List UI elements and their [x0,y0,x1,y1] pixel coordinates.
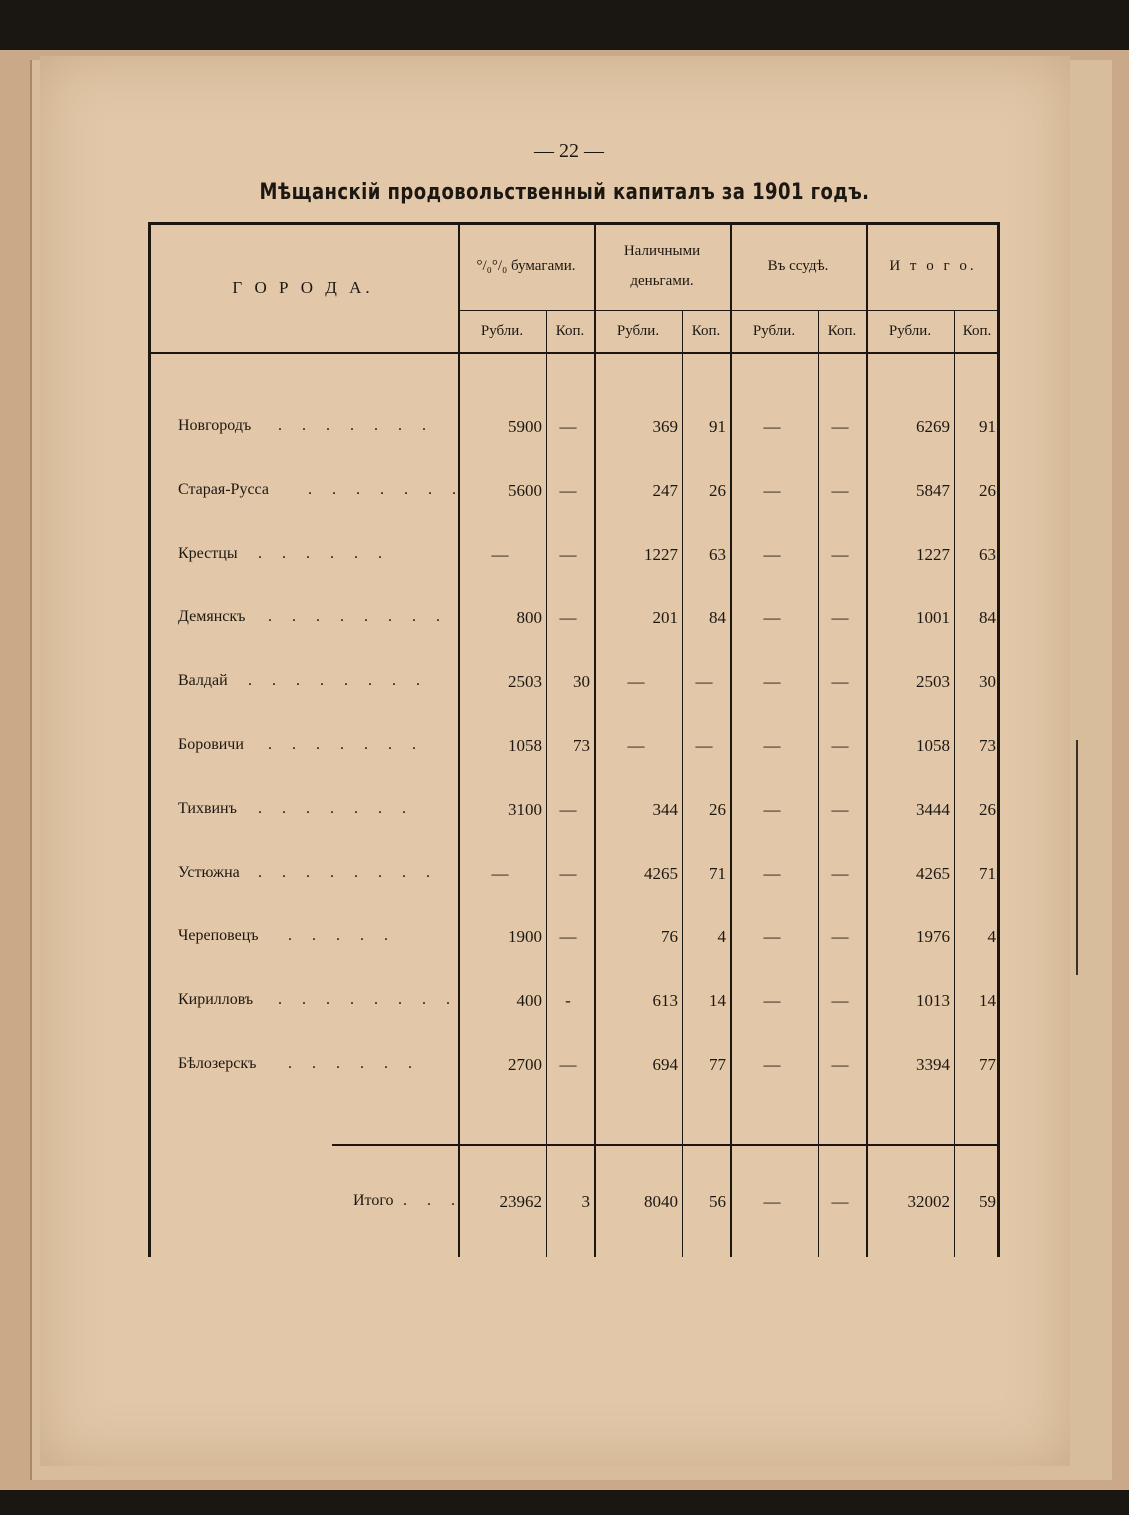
header-papers-rub: Рубли. [480,323,524,339]
row-cell-l_k: — [831,672,849,692]
row-cell-c_r: 4265 [644,863,678,883]
row-cell-c_k: — [695,736,713,755]
row-cell-c_r: 694 [652,1055,678,1074]
row-cell-p_k: — [559,1055,577,1074]
total-label: Итого [353,1192,394,1209]
row-cell-l_r: — [763,608,781,628]
total-cell-c_k: 56 [709,1192,726,1211]
row-cell-c_k: 26 [709,480,726,500]
row-cell-t_k: 84 [979,608,996,628]
row-cell-l_r: — [763,991,781,1011]
leader-dots: . . . . . . . [278,417,434,434]
leader-dots: . . . . . . [288,1055,420,1072]
row-cell-p_k: 30 [573,672,590,692]
row-cell-t_r: 2503 [916,672,950,692]
column-rule-7 [954,310,955,1257]
row-cell-t_r: 1013 [916,991,950,1011]
row-cell-l_r: — [763,927,781,947]
row-cell-p_r: 400 [516,991,542,1011]
city-name: Череповецъ [178,927,259,945]
header-loan: Въ ссудѣ. [767,258,829,274]
total-cell-l_k: — [831,1192,849,1211]
row-cell-p_k: — [559,544,577,564]
row-cell-p_r: 2503 [508,672,542,692]
header-total-rub: Рубли. [888,323,932,339]
row-cell-l_k: — [831,544,849,564]
row-cell-p_k: — [559,863,577,883]
page-title: Мѣщанскій продовольственный капиталъ за 1901 годъ. [259,180,870,205]
row-cell-c_k: 26 [709,799,726,819]
city-name: Боровичи [178,736,244,753]
row-cell-t_r: 4265 [916,863,950,883]
row-cell-p_r: 2700 [508,1055,542,1074]
row-cell-c_k: 84 [709,608,726,628]
row-cell-p_k: — [559,608,577,628]
row-cell-c_k: 4 [717,927,726,947]
row-cell-l_r: — [763,799,781,819]
row-cell-c_r: 1227 [644,544,678,564]
row-cell-l_r: — [763,1055,781,1074]
row-cell-l_k: — [831,799,849,819]
row-cell-l_r: — [763,417,781,436]
row-cell-t_k: 73 [979,736,996,755]
row-cell-p_r: — [491,863,509,883]
row-cell-p_r: 1900 [508,927,542,947]
table-left-rule [148,222,151,1257]
city-name: Кирилловъ [178,991,254,1009]
row-cell-p_r: 5600 [508,480,542,500]
column-rule-5 [818,310,819,1257]
leader-dots: . . . [403,1192,463,1209]
row-cell-c_r: 201 [652,608,678,628]
row-cell-p_k: — [559,799,577,819]
row-cell-c_k: 63 [709,544,726,564]
row-cell-p_r: — [491,544,509,564]
capital-table [148,222,1000,1257]
row-cell-t_k: 71 [979,863,996,883]
row-cell-l_k: — [831,863,849,883]
row-cell-p_k: — [559,927,577,947]
page-number: — 22 — [534,140,604,162]
row-cell-p_k: — [559,480,577,500]
city-name: Крестцы [178,544,238,562]
row-cell-l_k: — [831,417,849,436]
row-cell-t_r: 6269 [916,417,950,436]
total-cell-p_r: 23962 [499,1192,542,1211]
leader-dots: . . . . . . . . [268,608,448,626]
row-cell-c_k: — [695,672,713,692]
leader-dots: . . . . . . . . [248,672,428,690]
row-cell-c_r: 76 [661,927,678,947]
row-cell-c_r: — [627,672,645,692]
row-cell-l_k: — [831,927,849,947]
row-cell-c_k: 71 [709,863,726,883]
column-rule-1 [546,310,547,1257]
row-cell-t_r: 3444 [916,799,950,819]
leader-dots: . . . . . . . [308,480,464,498]
total-rule [332,1144,1000,1146]
header-total: И т о г о. [889,258,977,274]
header-papers-kop: Коп. [555,323,585,339]
header-loan-rub: Рубли. [752,323,796,339]
row-cell-c_r: — [627,736,645,755]
city-name: Старая-Русса [178,480,269,498]
row-cell-l_k: — [831,1055,849,1074]
row-cell-t_k: 14 [979,991,996,1011]
header-cash-2: деньгами. [630,273,694,289]
leader-dots: . . . . . [288,927,396,945]
row-cell-l_r: — [763,672,781,692]
row-cell-p_k: 73 [573,736,590,755]
row-cell-p_k: — [559,417,577,436]
row-cell-t_r: 3394 [916,1055,950,1074]
header-city: Г О Р О Д А. [232,278,374,297]
row-cell-t_k: 77 [979,1055,996,1074]
row-cell-p_r: 800 [516,608,542,628]
city-name: Демянскъ [178,608,246,626]
row-cell-t_k: 4 [987,927,996,947]
total-cell-c_r: 8040 [644,1192,678,1211]
city-name: Валдай [178,672,228,690]
total-cell-l_r: — [763,1192,781,1211]
row-cell-t_r: 1227 [916,544,950,564]
row-cell-p_r: 5900 [508,417,542,436]
city-name: Бѣлозерскъ [178,1055,257,1072]
leader-dots: . . . . . . . [258,799,414,817]
row-cell-t_r: 1058 [916,736,950,755]
row-cell-t_k: 91 [979,417,996,436]
header-cash-1: Наличными [623,243,701,259]
header-cash-rub: Рубли. [616,323,660,339]
row-cell-c_k: 77 [709,1055,726,1074]
row-cell-l_k: — [831,736,849,755]
row-cell-c_r: 369 [652,417,678,436]
row-cell-l_r: — [763,736,781,755]
row-cell-t_k: 26 [979,480,996,500]
row-cell-p_r: 3100 [508,799,542,819]
header-loan-kop: Коп. [827,323,857,339]
row-cell-l_k: — [831,991,849,1011]
leader-dots: . . . . . . . . [278,991,458,1009]
row-cell-l_k: — [831,608,849,628]
total-cell-t_k: 59 [979,1192,996,1211]
header-papers: °/₀°/₀ бумагами. [476,258,576,274]
column-rule-3 [682,310,683,1257]
header-bottom-rule [148,352,1000,354]
row-cell-t_k: 63 [979,544,996,564]
table-top-rule [148,222,1000,225]
row-cell-t_k: 30 [979,672,996,692]
header-cash-kop: Коп. [691,323,721,339]
row-cell-p_r: 1058 [508,736,542,755]
row-cell-c_k: 91 [709,417,726,436]
row-cell-l_r: — [763,480,781,500]
total-cell-p_k: 3 [581,1192,590,1211]
row-cell-c_r: 613 [652,991,678,1011]
row-cell-c_r: 247 [652,480,678,500]
row-cell-l_r: — [763,544,781,564]
row-cell-t_r: 1001 [916,608,950,628]
header-total-kop: Коп. [962,323,992,339]
row-cell-l_r: — [763,863,781,883]
city-name: Устюжна [178,863,240,881]
city-name: Тихвинъ [178,799,237,817]
leader-dots: . . . . . . . . [258,863,438,881]
row-cell-c_r: 344 [652,799,678,819]
row-cell-t_k: 26 [979,799,996,819]
city-name: Новгородъ [178,417,252,434]
row-cell-p_k: - [565,991,571,1011]
row-cell-c_k: 14 [709,991,726,1011]
row-cell-t_r: 5847 [916,480,950,500]
row-cell-t_r: 1976 [916,927,950,947]
leader-dots: . . . . . . . [268,736,424,753]
row-cell-l_k: — [831,480,849,500]
total-cell-t_r: 32002 [907,1192,950,1211]
table-right-rule [997,222,1000,1257]
leader-dots: . . . . . . [258,544,390,562]
subheader-rule [458,310,1000,311]
